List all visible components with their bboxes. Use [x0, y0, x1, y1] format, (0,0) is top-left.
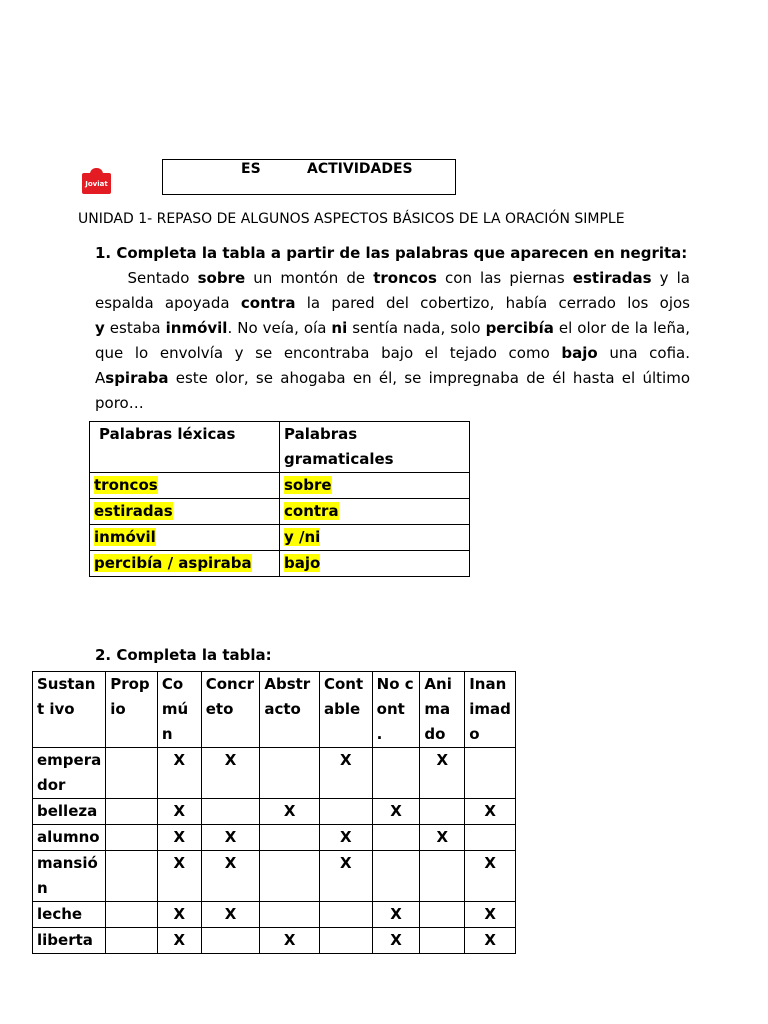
header-actividades: ACTIVIDADES [307, 161, 413, 177]
reading-paragraph [95, 266, 690, 416]
table-cell [90, 473, 280, 499]
mark-cell [372, 748, 420, 799]
column-header: Palabras gramaticales [280, 422, 470, 473]
mark-cell: X [157, 928, 201, 954]
lexical-grammatical-table [89, 421, 470, 577]
table-header-row [90, 422, 470, 473]
text-fragment: con las piernas [436, 269, 573, 287]
mark-cell [319, 799, 372, 825]
noun-cell: mansió n [33, 851, 106, 902]
mark-cell [260, 902, 320, 928]
mark-cell: X [201, 851, 260, 902]
highlighted-answer: estiradas [94, 502, 173, 520]
table-cell [90, 499, 280, 525]
table-row [90, 473, 470, 499]
mark-cell: X [319, 851, 372, 902]
header-box [162, 159, 456, 195]
mark-cell: X [260, 928, 320, 954]
highlighted-answer: sobre [284, 476, 332, 494]
bold-word: inmóvil [165, 319, 228, 337]
text-fragment: la pared del cobertizo, había cerrado los ojos [295, 294, 690, 312]
highlighted-answer: inmóvil [94, 528, 156, 546]
unit-title: UNIDAD 1- REPASO DE ALGUNOS ASPECTOS BÁSICOS DE LA ORACIÓN SIMPLE [78, 211, 625, 227]
bold-word: contra [240, 294, 296, 312]
noun-cell: leche [33, 902, 106, 928]
column-header: Concr eto [201, 672, 260, 748]
table-row [33, 799, 516, 825]
mark-cell: X [157, 851, 201, 902]
mark-cell: X [372, 928, 420, 954]
column-header: No cont . [372, 672, 420, 748]
table-cell [90, 551, 280, 577]
mark-cell [260, 748, 320, 799]
header-es: ES [241, 161, 261, 177]
bold-word: sobre [197, 269, 246, 287]
table-cell [280, 499, 470, 525]
column-header: Inan imad o [465, 672, 516, 748]
mark-cell [420, 851, 465, 902]
column-header: Ani ma do [420, 672, 465, 748]
mark-cell [201, 799, 260, 825]
mark-cell: X [420, 748, 465, 799]
mark-cell [106, 825, 158, 851]
question-1-title: 1. Completa la tabla a partir de las palabras que aparecen en negrita: [95, 244, 688, 262]
mark-cell: X [201, 748, 260, 799]
mark-cell: X [465, 928, 516, 954]
mark-cell: X [157, 799, 201, 825]
table-row [33, 851, 516, 902]
text-fragment: un montón de [245, 269, 374, 287]
bold-word: spiraba [105, 369, 169, 387]
mark-cell [319, 928, 372, 954]
text-fragment: estaba [104, 319, 166, 337]
column-header: Cont able [319, 672, 372, 748]
noun-cell: alumno [33, 825, 106, 851]
mark-cell: X [372, 799, 420, 825]
table-row [90, 551, 470, 577]
mark-cell: X [372, 902, 420, 928]
mark-cell: X [201, 902, 260, 928]
table-cell [280, 551, 470, 577]
bold-word: y [95, 319, 105, 337]
column-header: Co mú n [157, 672, 201, 748]
mark-cell: X [157, 748, 201, 799]
mark-cell [260, 825, 320, 851]
table-row [33, 902, 516, 928]
column-header: Sustant ivo [33, 672, 106, 748]
joviat-logo: Joviat [82, 173, 111, 194]
mark-cell [201, 928, 260, 954]
mark-cell [420, 799, 465, 825]
mark-cell: X [465, 902, 516, 928]
highlighted-answer: y /ni [284, 528, 321, 546]
text-fragment: sentía nada, solo [347, 319, 486, 337]
highlighted-answer: troncos [94, 476, 158, 494]
mark-cell: X [420, 825, 465, 851]
table-cell [90, 525, 280, 551]
table-header-row [33, 672, 516, 748]
mark-cell: X [260, 799, 320, 825]
noun-cell: liberta [33, 928, 106, 954]
mark-cell [465, 825, 516, 851]
text-fragment: y la espalda apoyada [95, 269, 690, 312]
mark-cell [319, 902, 372, 928]
highlighted-answer: bajo [284, 554, 321, 572]
mark-cell [465, 748, 516, 799]
nouns-classification-table [32, 671, 516, 954]
mark-cell [420, 928, 465, 954]
mark-cell: X [465, 851, 516, 902]
table-row [90, 525, 470, 551]
mark-cell [260, 851, 320, 902]
column-header: Palabras léxicas [90, 422, 280, 473]
mark-cell: X [319, 748, 372, 799]
table-row [33, 748, 516, 799]
mark-cell: X [157, 902, 201, 928]
mark-cell: X [465, 799, 516, 825]
mark-cell [106, 748, 158, 799]
bold-word: ni [331, 319, 348, 337]
text-fragment: . No veía, oía [227, 319, 332, 337]
table-row [33, 825, 516, 851]
noun-cell: belleza [33, 799, 106, 825]
mark-cell [372, 825, 420, 851]
table-cell [280, 473, 470, 499]
column-header: Prop io [106, 672, 158, 748]
mark-cell [106, 799, 158, 825]
text-fragment: una cofia. A [95, 344, 691, 387]
noun-cell: empera dor [33, 748, 106, 799]
mark-cell [106, 902, 158, 928]
mark-cell [106, 928, 158, 954]
bold-word: percibía [485, 319, 554, 337]
highlighted-answer: contra [284, 502, 339, 520]
text-fragment: Sentado [95, 269, 198, 287]
table-row [90, 499, 470, 525]
bold-word: troncos [373, 269, 437, 287]
text-fragment: este olor, se ahogaba en él, se impregnaba de él hasta el último poro… [95, 369, 690, 412]
mark-cell: X [157, 825, 201, 851]
bold-word: estiradas [572, 269, 652, 287]
column-header: Abstr acto [260, 672, 320, 748]
mark-cell [106, 851, 158, 902]
bold-word: bajo [561, 344, 598, 362]
question-2-title: 2. Completa la tabla: [95, 646, 272, 664]
table-cell [280, 525, 470, 551]
mark-cell: X [319, 825, 372, 851]
text-fragment: el olor de la leña, que lo envolvía y se encontraba bajo el tejado como [95, 319, 690, 362]
highlighted-answer: percibía / aspiraba [94, 554, 252, 572]
table-row [33, 928, 516, 954]
mark-cell [420, 902, 465, 928]
mark-cell [372, 851, 420, 902]
mark-cell: X [201, 825, 260, 851]
